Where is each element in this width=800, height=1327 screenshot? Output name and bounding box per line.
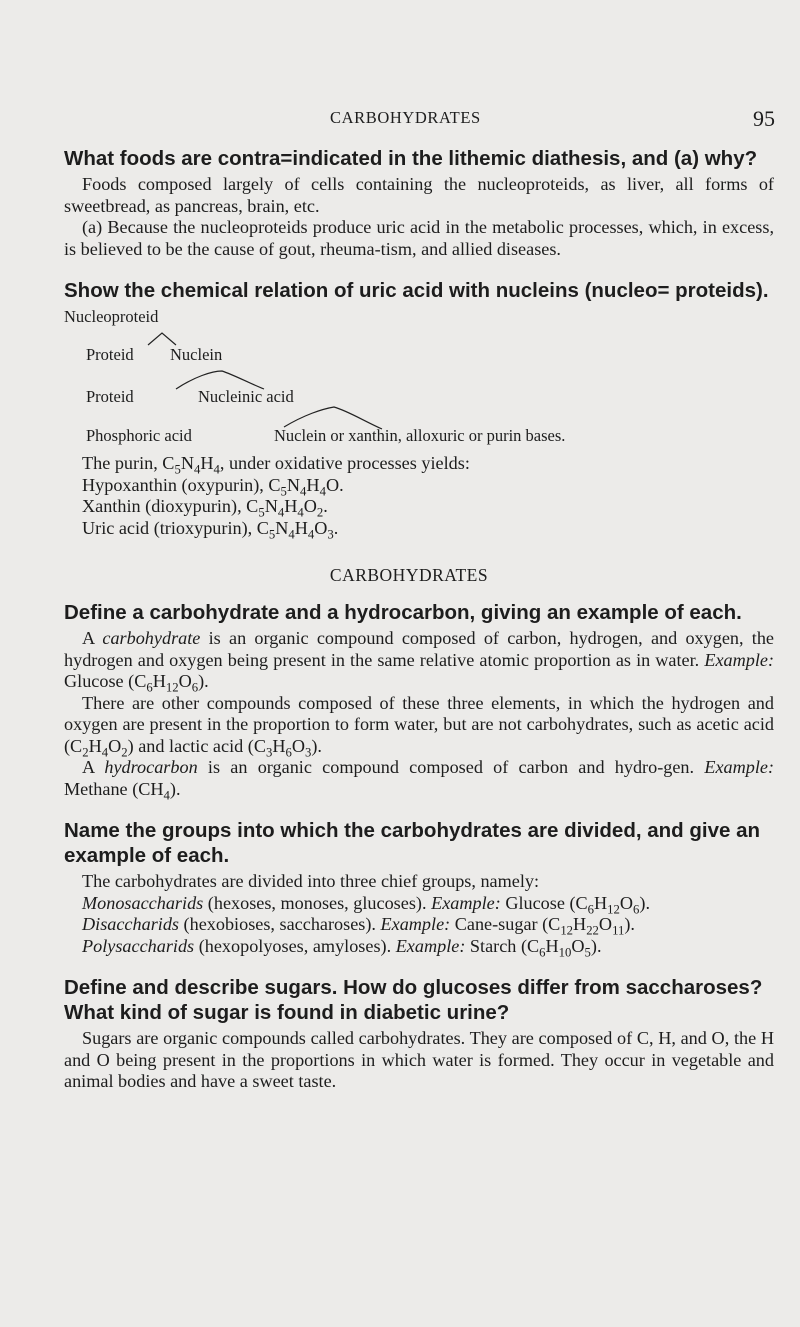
answer-paragraph: Sugars are organic compounds called carbohydrates. They are composed of C, H, and O, the H and O being present in the proportions in which water is formed. They occur in vegetable and animal bodies and have a sweet taste. [64, 1028, 774, 1091]
answer-paragraph: A hydrocarbon is an organic compound composed of carbon and hydro-gen. Example: Methane $(CH_4)$. [64, 757, 775, 803]
purin-formulas [64, 453, 774, 542]
question-heading: Name the groups into which the carbohydrates are divided, and give an example of each. [64, 819, 761, 867]
tree-lines [64, 307, 704, 443]
group-item: Disaccharids (hexobioses, saccharoses). Example: Cane-sugar $(C_{12}H_{22}O_{11})$. [82, 914, 635, 938]
section-lithemic [64, 146, 774, 260]
tree-node: Nucleinic acid [198, 387, 294, 406]
answer-paragraph: (a) Because the nucleoproteids produce uric acid in the metabolic processes, which, in excess, is believed to be the cause of gout, rheuma-tism, and allied diseases. [64, 217, 774, 259]
formula-line: Xanthin (dioxypurin), $C_5N_4H_4O_2$. [82, 496, 328, 520]
answer-paragraph: Foods composed largely of cells containing the nucleoproteids, as liver, all forms of sweetbread, as pancreas, brain, etc. [64, 174, 774, 216]
tree-root: Nucleoproteid [64, 307, 159, 326]
question-heading: Show the chemical relation of uric acid with nucleins (nucleo= proteids). [64, 279, 769, 302]
formula-line: The purin, $C_5N_4H_4$, under oxidative processes yields: [82, 453, 470, 477]
group-item: Monosaccharids (hexoses, monoses, glucoses). Example: Glucose $(C_6H_{12}O_6)$. [82, 892, 651, 917]
question-heading: Define a carbohydrate and a hydrocarbon, giving an example of each. [64, 601, 742, 624]
answer-paragraph: There are other compounds composed of these three elements, in which the hydrogen and oxygen are present in the proportion to form water, but are not carbohydrates, such as acetic acid $(C_2H_4O_2)$ and lactic acid $(C_3H_6O_3)$. [64, 692, 774, 760]
running-title: CARBOHYDRATES [330, 108, 481, 127]
section-sugars [64, 975, 774, 1093]
formula-line: Uric acid (trioxypurin), $C_5N_4H_4O_3$. [82, 517, 339, 542]
tree-node: Nuclein or xanthin, alloxuric or purin bases. [274, 426, 566, 445]
section-uric-acid [64, 278, 774, 542]
running-head [60, 108, 775, 132]
page-content [64, 146, 774, 1093]
answer-paragraph: A carbohydrate is an organic compound composed of carbon, hydrogen, and oxygen, the hydrogen and oxygen being present in the same relative atomic proportion as in water. Example: Glucose $(C_6H_{12}O_6)$. [64, 628, 775, 695]
formula-line: Hypoxanthin (oxypurin), $C_5N_4H_4O$. [82, 474, 344, 499]
section-definitions [64, 600, 775, 803]
nuclein-tree-diagram [64, 307, 774, 443]
tree-node: Proteid [86, 387, 134, 406]
section-groups [64, 818, 774, 960]
question-heading: Define and describe sugars. How do glucoses differ from saccharoses? What kind of sugar is found in diabetic urine? [64, 976, 763, 1024]
answer-paragraph: The carbohydrates are divided into three chief groups, namely: [82, 871, 540, 891]
tree-node: Nuclein [170, 345, 223, 364]
group-item: Polysaccharids (hexopolyoses, amyloses). Example: Starch $(C_6H_{10}O_5)$. [82, 935, 602, 960]
question-heading: What foods are contra=indicated in the lithemic diathesis, and (a) why? [64, 147, 758, 170]
page-number: 95 [753, 106, 775, 131]
tree-node: Proteid [86, 345, 134, 364]
section-heading: CARBOHYDRATES [329, 565, 489, 585]
tree-node: Phosphoric acid [86, 426, 192, 445]
